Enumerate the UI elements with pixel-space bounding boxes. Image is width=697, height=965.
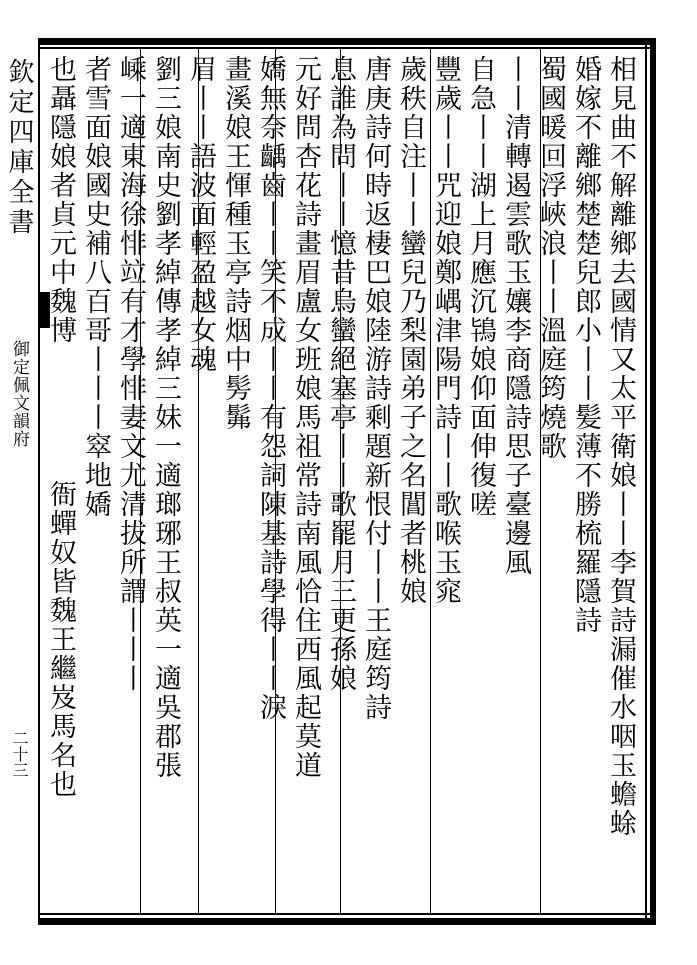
text-column: 衙蟬奴皆魏王繼岌馬名也 [45,480,76,799]
text-column: 歲秩自注丨丨蠻兒乃梨園弟子之名閶者桃娘 [395,55,426,606]
text-column: 息誰為問丨丨憶昔烏蠻絕塞亭丨丨歌罷月三更孫娘 [325,55,356,693]
frame-top-rule [38,38,654,45]
text-column: 唐庚詩何時返棲巴娘陸游詩剩題新恨付丨丨王庭筠詩 [360,55,391,722]
text-column: 元好問杏花詩畫眉盧女班娘馬祖常詩南風恰住西風起莫道 [290,55,321,780]
text-column: 自急丨丨湖上月應沉鴇娘仰面伸復嗟 [465,55,496,519]
text-column: 劉三娘南史劉孝綽傳孝綽三妹一適瑯琊王叔英一適吳郡張 [150,55,181,780]
text-column: 嵊一適東海徐悱竝有才學悱妻文尤清拔所謂丨丨丨 [115,55,146,693]
frame-right-inner-rule [645,45,647,918]
edge-series-title: 欽定四庫全書 [4,58,34,238]
frame-top-inner-rule [38,47,654,49]
text-column: 婚嫁不離鄉楚楚兒郎小丨丨髪薄不勝梳羅隱詩 [570,55,601,635]
edge-book-title: 御定佩文韻府 [9,340,29,448]
text-column: 者雪面娘國史補八百哥丨丨丨窣地嬌 [80,55,111,519]
text-column: 眉丨丨語波面輕盈越女魂 [185,55,216,374]
frame-right-rule [650,38,656,925]
frame-bottom-rule [38,918,654,925]
text-column: 丨丨清轉遏雲歌玉孃李商隱詩思子臺邊風 [500,55,531,577]
frame-bottom-inner-rule [38,913,654,915]
text-column: 畫溪娘王惲種玉亭詩烟中髣髴 [220,55,251,432]
text-column: 相見曲不解離鄉去國情又太平衛娘丨丨李賀詩漏催水咽玉蟾蜍 [605,55,636,838]
text-column: 也聶隱娘者貞元中魏博 [45,55,76,345]
edge-folio-number: 二十三 [10,730,29,778]
text-column: 豐歲丨丨咒迎娘鄭嵎津陽門詩丨丨歌喉玉窕 [430,55,461,606]
text-column: 蜀國暖回浮峽浪丨丨溫庭筠燒歌 [535,55,566,461]
text-column: 嬌無奈齲齒丨丨笑不成丨丨有怨詞陳基詩學得丨丨淚 [255,55,286,722]
